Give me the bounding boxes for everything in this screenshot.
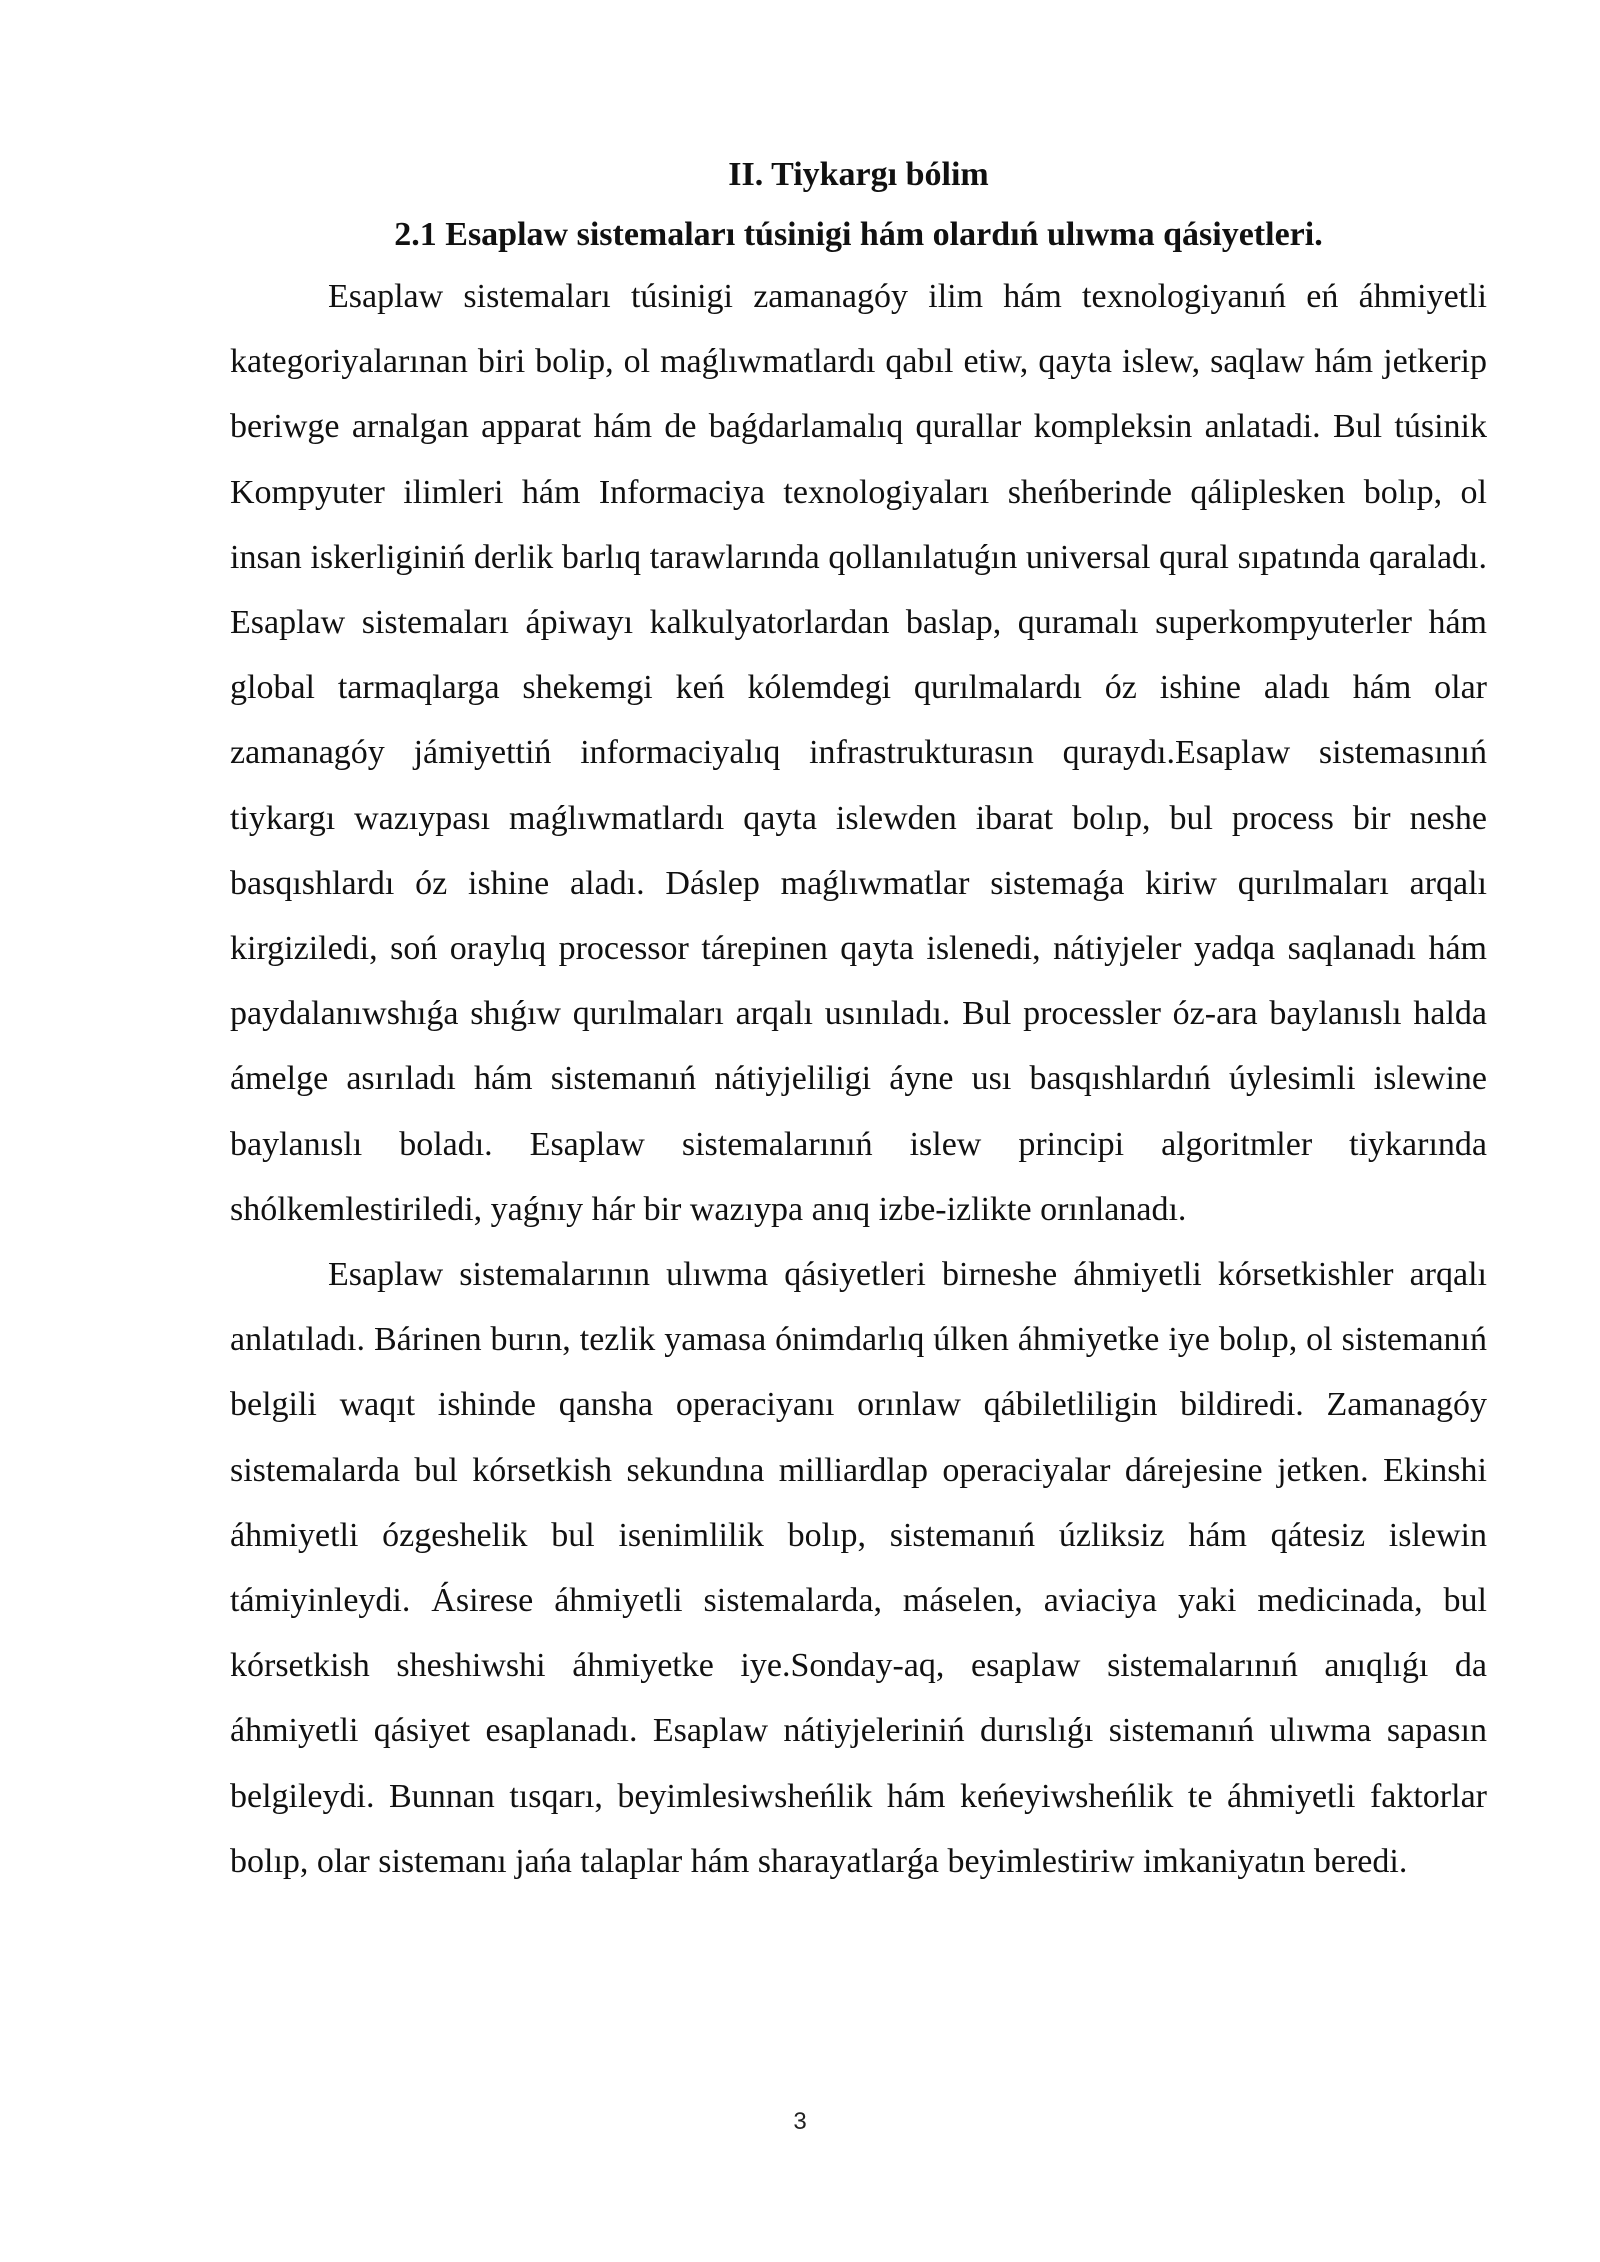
- section-heading: II. Tiykargı bólim: [728, 156, 989, 193]
- subsection-heading: 2.1 Esaplaw sistemaları túsinigi hám olardıń ulıwma qásiyetleri.: [394, 216, 1323, 253]
- page-body: [230, 150, 1487, 1894]
- body-paragraph-1: Esaplaw sistemaları túsinigi zamanagóy ilim hám texnologiyanıń eń áhmiyetli kategoriyalarınan biri bolip, ol maǵlıwmatlardı qabıl etiw, qayta islew, saqlaw hám jetkerip beriwge arnalgan apparat hám de baǵdarlamalıq qurallar kompleksin anlatadi. Bul túsinik Kompyuter ilimleri hám Informaciya texnologiyaları sheńberinde qáliplesken bolıp, ol insan iskerliginiń derlik barlıq tarawlarında qollanılatuǵın universal qural sıpatında qaraladı. Esaplaw sistemaları ápiwayı kalkulyatorlardan baslap, quramalı superkompyuterler hám global tarmaqlarga shekemgi keń kólemdegi qurılmalardı óz ishine aladı hám olar zamanagóy jámiyettiń informaciyalıq infrastrukturasın quraydı.Esaplaw sistemasınıń tiykargı wazıypası maǵlıwmatlardı qayta islewden ibarat bolıp, bul process bir neshe basqıshlardı óz ishine aladı. Dáslep maǵlıwmatlar sistemaǵa kiriw qurılmaları arqalı kirgiziledi, soń oraylıq processor tárepinen qayta islenedi, nátiyjeler yadqa saqlanadı hám paydalanıwshıǵa shıǵıw qurılmaları arqalı usınıladı. Bul processler óz-ara baylanıslı halda ámelge asırıladı hám sistemanıń nátiyjeliligi áyne usı basqıshlardıń úylesimli islewine baylanıslı boladı. Esaplaw sistemalarınıń islew principi algoritmler tiykarında shólkemlestiriledi, yaǵnıy hár bir wazıypa anıq izbe-izlikte orınlanadı.: [230, 278, 1487, 1228]
- page-number: 3: [793, 2108, 807, 2135]
- body-paragraph-2: Esaplaw sistemalarının ulıwma qásiyetleri birneshe áhmiyetli kórsetkishler arqalı anlatıladı. Bárinen burın, tezlik yamasa ónimdarlıq úlken áhmiyetke iye bolıp, ol sistemanıń belgili waqıt ishinde qansha operaciyanı orınlaw qábiletliligin bildiredi. Zamanagóy sistemalarda bul kórsetkish sekundına milliardlap operaciyalar dárejesine jetken. Ekinshi áhmiyetli ózgeshelik bul isenimlilik bolıp, sistemanıń úzliksiz hám qátesiz islewin támiyinleydi. Ásirese áhmiyetli sistemalarda, máselen, aviaciya yaki medicinada, bul kórsetkish sheshiwshi áhmiyetke iye.Sonday-aq, esaplaw sistemalarınıń anıqlıǵı da áhmiyetli qásiyet esaplanadı. Esaplaw nátiyjeleriniń durıslıǵı sistemanıń ulıwma sapasın belgileydi. Bunnan tısqarı, beyimlesiwsheńlik hám keńeyiwsheńlik te áhmiyetli faktorlar bolıp, olar sistemanı jańa talaplar hám sharayatlarǵa beyimlestiriw imkaniyatın beredi.: [230, 1256, 1487, 1880]
